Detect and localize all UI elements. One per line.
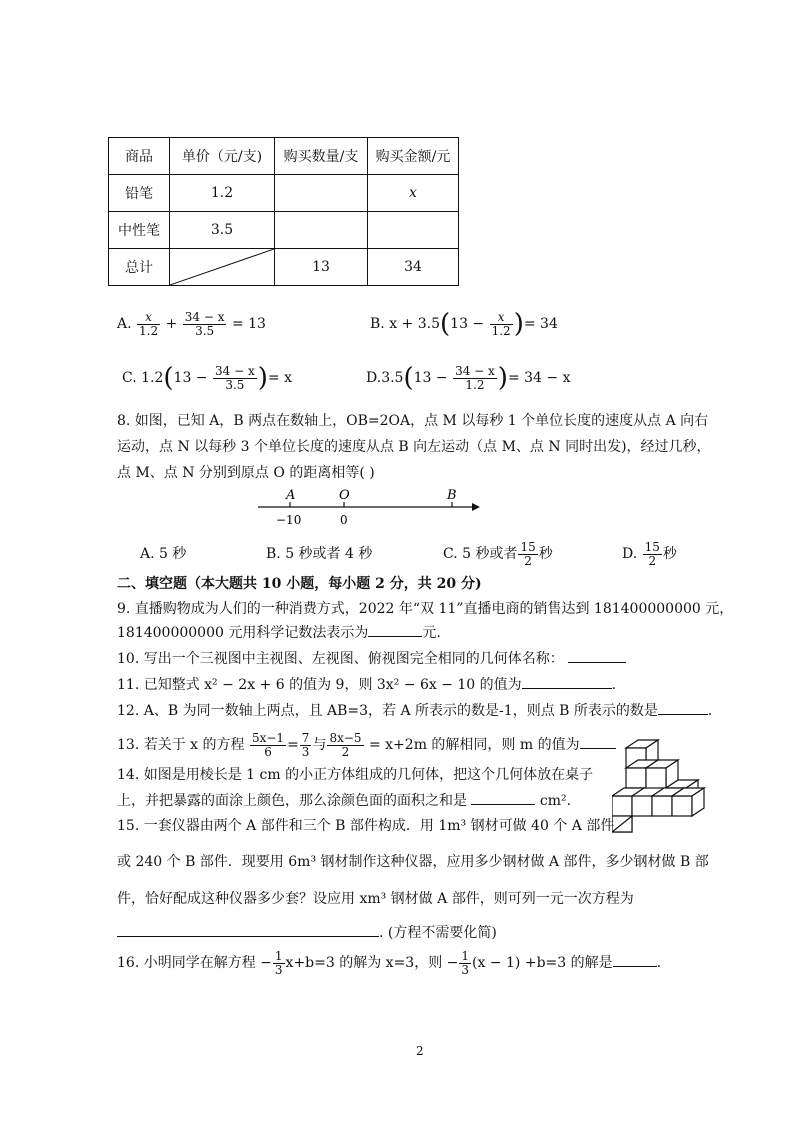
- numerator: 34 − x: [455, 363, 495, 378]
- fraction: [250, 732, 286, 759]
- q7-option-d: [366, 360, 570, 396]
- section-heading: 二、填空题（本大题共 10 小题，每小题 2 分，共 20 分): [117, 576, 482, 592]
- unit: 秒: [662, 546, 677, 562]
- numerator: 7: [301, 730, 310, 745]
- q14-text: 上，并把暴露的面涂上颜色，那么涂颜色面的面积之和是: [117, 793, 467, 809]
- q9-tail: 元.: [422, 625, 441, 641]
- answer-blank[interactable]: [568, 662, 626, 663]
- paren-close: ): [497, 363, 508, 393]
- q13-text: 13. 若关于 x 的方程: [117, 737, 245, 753]
- denominator: 2: [341, 744, 350, 759]
- point-label-a: A: [286, 488, 296, 503]
- q16-line: [117, 948, 661, 978]
- option-text: C. 5 秒或者: [443, 546, 518, 562]
- q8-line-3: 点 M、点 N 分别到原点 O 的距离相等( ): [117, 465, 375, 481]
- table-cell: 中性笔: [109, 212, 170, 249]
- table-header: 单价（元/支): [170, 138, 275, 175]
- q9-line-1: 9. 直播购物成为人们的一种消费方式，2022 年“双 11”直播电商的销售达到 181400000000 元，: [117, 601, 734, 617]
- answer-blank[interactable]: [522, 688, 612, 689]
- arrow-icon: [472, 503, 480, 511]
- table-cell: 1.2: [170, 175, 275, 212]
- tick-label-a: −10: [276, 513, 302, 527]
- denominator: 3: [461, 962, 470, 977]
- expr-post: = 34 − x: [507, 370, 571, 386]
- q15-line-2: 或 240 个 B 部件．现要用 6m³ 钢材制作这种仪器，应用多少钢材做 A 部件，多少钢材做 B 部: [117, 854, 709, 870]
- fraction: [273, 950, 285, 977]
- denominator: 2: [648, 553, 657, 568]
- q12-tail: .: [707, 703, 713, 719]
- numerator: 15: [520, 539, 536, 554]
- purchase-table: [108, 137, 459, 286]
- q11-line: [117, 676, 616, 694]
- fraction: [459, 950, 471, 977]
- answer-blank[interactable]: [658, 714, 708, 715]
- expr-pre: 1.2: [141, 370, 164, 386]
- fraction: [453, 365, 497, 392]
- q10-line: [117, 650, 626, 668]
- paren-open: (: [403, 363, 414, 393]
- q15-tail: . (方程不需要化简): [379, 925, 497, 941]
- denominator: 3.5: [195, 323, 215, 338]
- q16-mid: x+b=3 的解为 x=3，则 −: [285, 955, 459, 971]
- q16-post: (x − 1) +b=3 的解是: [472, 955, 613, 971]
- q13-post: = x+2m 的解相同，则 m 的值为: [368, 737, 580, 753]
- q9-text: 181400000000 元用科学记数法表示为: [117, 625, 369, 641]
- q14-line-1: 14. 如图是用棱长是 1 cm 的小正方体组成的几何体，把这个几何体放在桌子: [117, 767, 594, 783]
- table-cell: x: [368, 175, 459, 212]
- q12-line: [117, 702, 712, 720]
- denominator: 2: [524, 553, 532, 568]
- q15-line-1: 15. 一套仪器由两个 A 部件和三个 B 部件构成．用 1m³ 钢材可做 40 个 A 部件: [117, 818, 615, 834]
- answer-blank[interactable]: [613, 966, 657, 967]
- denominator: 3: [301, 744, 310, 759]
- table-header: 购买数量/支: [275, 138, 368, 175]
- q8-line-1: 8. 如图，已知 A，B 两点在数轴上，OB=2OA，点 M 以每秒 1 个单位长度的速度从点 A 向右: [117, 413, 709, 429]
- expr-in: 13 −: [173, 370, 208, 386]
- q7-option-c: [122, 360, 292, 396]
- q7-option-b: [370, 306, 558, 342]
- fraction: [327, 732, 363, 759]
- denominator: 1.2: [465, 377, 485, 392]
- q8-option-a: A. 5 秒: [140, 546, 187, 562]
- option-label: D.: [366, 370, 382, 386]
- q11-text: 11. 已知整式 x² − 2x + 6 的值为 9，则 3x² − 6x − 10 的值为: [117, 677, 522, 693]
- expr-pre: x + 3.5: [389, 316, 440, 332]
- q12-text: 12. A、B 为同一数轴上两点，且 AB=3，若 A 所表示的数是-1，则点 B 所表示的数是: [117, 703, 658, 719]
- cube-stack-icon: [612, 738, 722, 834]
- numerator: 1: [461, 948, 470, 963]
- numerator: 5x−1: [251, 730, 285, 745]
- point-label-b: B: [447, 488, 457, 503]
- fraction: [183, 311, 227, 338]
- denominator: 1.2: [491, 323, 511, 338]
- q8-line-2: 运动，点 N 以每秒 3 个单位长度的速度从点 B 向左运动（点 M、点 N 同时出发)，经过几秒，: [117, 439, 711, 455]
- table-cell: 34: [368, 249, 459, 286]
- equation-rhs: = 13: [231, 316, 266, 332]
- table-cell: 总计: [109, 249, 170, 286]
- option-label: B.: [370, 316, 385, 332]
- q10-text: 10. 写出一个三视图中主视图、左视图、俯视图完全相同的几何体名称：: [117, 651, 564, 667]
- table-header-row: [109, 138, 459, 175]
- table-row: [109, 212, 459, 249]
- paren-close: ): [257, 363, 268, 393]
- q9-line-2: [117, 624, 441, 642]
- page-number: 2: [416, 1044, 424, 1058]
- q8-option-d: [622, 540, 677, 568]
- table-row: [109, 249, 459, 286]
- q14-unit: cm².: [539, 793, 572, 809]
- numerator: 34 − x: [215, 363, 255, 378]
- q11-tail: .: [611, 677, 617, 693]
- option-label: C.: [122, 370, 137, 386]
- numerator: 34 − x: [184, 309, 225, 324]
- table-cell: [368, 212, 459, 249]
- answer-blank[interactable]: [117, 936, 379, 937]
- q16-text: 16. 小明同学在解方程 −: [117, 955, 272, 971]
- operator: +: [165, 316, 178, 332]
- fraction: [518, 541, 537, 568]
- answer-blank[interactable]: [580, 748, 616, 749]
- table-row: [109, 175, 459, 212]
- operator: =: [287, 737, 299, 753]
- denominator: 1.2: [139, 323, 159, 338]
- point-label-o: O: [339, 488, 350, 503]
- table-cell: 3.5: [170, 212, 275, 249]
- numerator: 15: [644, 539, 660, 554]
- answer-blank[interactable]: [471, 804, 535, 805]
- diagonal-cell: [170, 249, 275, 286]
- table-header: 购买金额/元: [368, 138, 459, 175]
- table-header: 商品: [109, 138, 170, 175]
- denominator: 3.5: [225, 377, 245, 392]
- fraction: [137, 311, 160, 338]
- table-cell: 13: [275, 249, 368, 286]
- tick-label-o: 0: [340, 513, 348, 527]
- fraction: [213, 365, 257, 392]
- q15-line-3: 件，恰好配成这种仪器多少套？设应用 xm³ 钢材做 A 部件，则可列一元一次方程为: [117, 891, 634, 907]
- paren-open: (: [163, 363, 174, 393]
- fraction: [300, 732, 312, 759]
- fraction: [643, 541, 662, 568]
- q13-mid: 与: [312, 737, 327, 753]
- denominator: 6: [264, 744, 272, 759]
- q7-option-a: [117, 306, 266, 342]
- expr-pre: 3.5: [381, 370, 404, 386]
- expr-post: = 34: [523, 316, 558, 332]
- number-line-figure: [250, 484, 490, 530]
- diagonal-line: [170, 249, 274, 285]
- numerator: 1: [274, 948, 283, 963]
- fraction: [490, 311, 513, 338]
- q14-line-2: [117, 792, 571, 810]
- numerator: 8x−5: [329, 730, 362, 745]
- option-label: A.: [117, 316, 132, 332]
- unit: 秒: [538, 546, 553, 562]
- option-label: D.: [622, 546, 638, 562]
- table-cell: [275, 175, 368, 212]
- q8-option-b: B. 5 秒或者 4 秒: [266, 546, 373, 562]
- q16-tail: .: [656, 955, 662, 971]
- numerator: x: [137, 311, 160, 325]
- q8-option-c: [443, 540, 553, 568]
- q13-line: [117, 730, 616, 760]
- table-cell: 铅笔: [109, 175, 170, 212]
- answer-blank[interactable]: [368, 636, 422, 637]
- numerator: x: [490, 311, 513, 325]
- paren-close: ): [513, 309, 524, 339]
- q15-line-4: [117, 924, 497, 942]
- paren-open: (: [440, 309, 451, 339]
- expr-in: 13 −: [450, 316, 485, 332]
- expr-in: 13 −: [413, 370, 448, 386]
- table-cell: [275, 212, 368, 249]
- expr-post: = x: [267, 370, 292, 386]
- denominator: 3: [274, 962, 283, 977]
